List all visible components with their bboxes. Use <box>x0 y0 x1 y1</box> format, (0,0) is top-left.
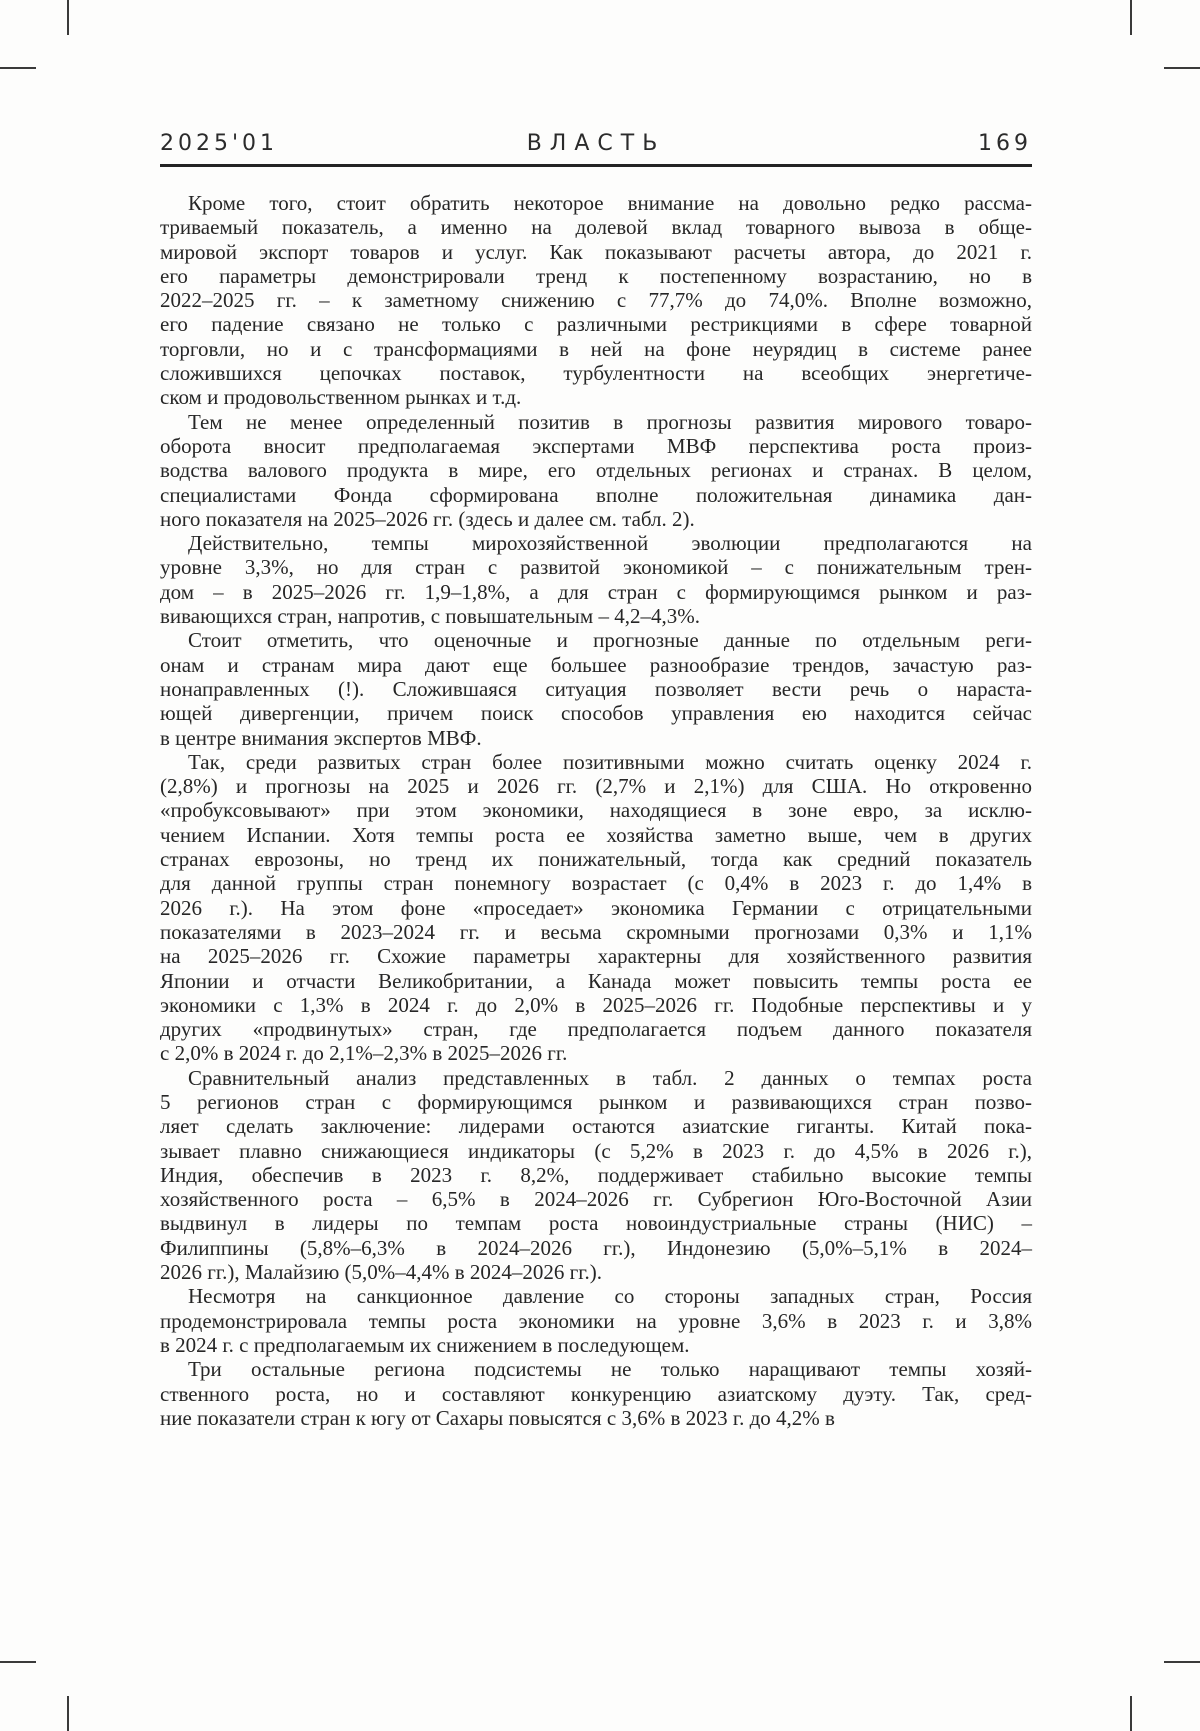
journal-title: ВЛАСТЬ <box>526 131 666 156</box>
issue-number: 2025'01 <box>160 131 279 156</box>
text-line: триваемый показатель, а именно на долевой вклад товарного вывоза в обще- <box>160 215 1032 240</box>
text-line: Три остальные региона подсистемы не только наращивают темпы хозяй- <box>188 1357 1032 1382</box>
text-line: (2,8%) и прогнозы на 2025 и 2026 гг. (2,7% и 2,1%) для США. Но откровенно <box>160 774 1032 799</box>
text-line: 2026 гг.), Малайзию (5,0%–4,4% в 2024–2026 гг.). <box>160 1260 603 1285</box>
text-line: Японии и отчасти Великобритании, а Канада может повысить темпы роста ее <box>160 968 1032 993</box>
paragraph <box>160 531 1032 628</box>
page-number: 169 <box>978 131 1032 156</box>
crop-mark-bottom-right-horizontal <box>1164 1661 1200 1663</box>
text-line: в центре внимания экспертов МВФ. <box>160 725 482 750</box>
text-line: ющей дивергенции, причем поиск способов управления ею находится сейчас <box>160 701 1032 726</box>
text-line: его падение связано не только с различными рестрикциями в сфере товарной <box>160 312 1032 337</box>
text-line: Действительно, темпы мирохозяйственной эволюции предполагаются на <box>188 531 1032 556</box>
text-line: ного показателя на 2025–2026 гг. (здесь и далее см. табл. 2). <box>160 506 695 531</box>
text-line: Тем не менее определенный позитив в прогнозы развития мирового товаро- <box>188 409 1032 434</box>
text-line: чением Испании. Хотя темпы роста ее хозяйства заметно выше, чем в других <box>160 822 1032 847</box>
text-line: продемонстрировала темпы роста экономики на уровне 3,6% в 2023 г. и 3,8% <box>160 1308 1032 1333</box>
text-line: Стоит отметить, что оценочные и прогнозные данные по отдельным реги- <box>188 628 1032 653</box>
text-line: оборота вносит предполагаемая экспертами МВФ перспектива роста произ- <box>160 433 1032 458</box>
text-line: зывает плавно снижающиеся индикаторы (с 5,2% в 2023 г. до 4,5% в 2026 г.), <box>160 1138 1032 1163</box>
paragraph <box>160 410 1032 531</box>
paragraph <box>160 191 1032 410</box>
text-line: уровне 3,3%, но для стран с развитой экономикой – с понижательным трен- <box>160 555 1032 580</box>
text-line: странах еврозоны, но тренд их понижательный, тогда как средний показатель <box>160 847 1032 872</box>
text-line: Индия, обеспечив в 2023 г. 8,2%, поддерживает стабильно высокие темпы <box>160 1162 1032 1187</box>
text-line: 5 регионов стран с формирующимся рынком и развивающихся стран позво- <box>160 1089 1032 1114</box>
running-head <box>160 131 1032 156</box>
text-line: Кроме того, стоит обратить некоторое внимание на довольно редко рассма- <box>188 191 1032 215</box>
text-line: 2026 г.). На этом фоне «проседает» экономика Германии с отрицательными <box>160 895 1032 920</box>
crop-mark-bottom-right-vertical <box>1130 1696 1132 1731</box>
text-line: его параметры демонстрировали тренд к постепенному возрастанию, но в <box>160 263 1032 288</box>
paragraph <box>160 1066 1032 1285</box>
text-line: с 2,0% в 2024 г. до 2,1%–2,3% в 2025–2026 гг. <box>160 1041 568 1066</box>
text-line: Несмотря на санкционное давление со стороны западных стран, Россия <box>188 1284 1032 1309</box>
text-line: водства валового продукта в мире, его отдельных регионах и странах. В целом, <box>160 458 1032 483</box>
text-line: Филиппины (5,8%–6,3% в 2024–2026 гг.), Индонезию (5,0%–5,1% в 2024– <box>160 1235 1032 1260</box>
crop-mark-top-left-vertical <box>67 0 69 35</box>
text-line: торговли, но и с трансформациями в ней на фоне неурядиц в системе ранее <box>160 336 1032 361</box>
article-body <box>160 191 1032 1430</box>
text-line: нонаправленных (!). Сложившаяся ситуация позволяет вести речь о нараста- <box>160 676 1032 701</box>
text-line: других «продвинутых» стран, где предполагается подъем данного показателя <box>160 1017 1032 1042</box>
text-line: на 2025–2026 гг. Схожие параметры характерны для хозяйственного развития <box>160 944 1032 969</box>
header-rule <box>160 164 1032 167</box>
text-line: ственного роста, но и составляют конкуренцию азиатскому дуэту. Так, сред- <box>160 1381 1032 1406</box>
text-line: показателями в 2023–2024 гг. и весьма скромными прогнозами 0,3% и 1,1% <box>160 919 1032 944</box>
text-line: «пробуксовывают» при этом экономики, находящиеся в зоне евро, за исклю- <box>160 798 1032 823</box>
crop-mark-top-left-horizontal <box>0 67 36 69</box>
paragraph <box>160 1357 1032 1430</box>
text-line: сложившихся цепочках поставок, турбулентности на всеобщих энергетиче- <box>160 361 1032 386</box>
text-line: 2022–2025 гг. – к заметному снижению с 77,7% до 74,0%. Вполне возможно, <box>160 288 1032 313</box>
crop-mark-bottom-left-horizontal <box>0 1661 36 1663</box>
text-line: Сравнительный анализ представленных в табл. 2 данных о темпах роста <box>188 1065 1032 1090</box>
text-line: экономики с 1,3% в 2024 г. до 2,0% в 2025–2026 гг. Подобные перспективы и у <box>160 992 1032 1017</box>
crop-mark-bottom-left-vertical <box>67 1696 69 1731</box>
text-line: Так, среди развитых стран более позитивными можно считать оценку 2024 г. <box>188 749 1032 774</box>
text-line: для данной группы стран понемногу возрастает (с 0,4% в 2023 г. до 1,4% в <box>160 871 1032 896</box>
text-line: ском и продовольственном рынках и т.д. <box>160 385 522 410</box>
paragraph <box>160 750 1032 1066</box>
crop-mark-top-right-horizontal <box>1164 67 1200 69</box>
crop-mark-top-right-vertical <box>1130 0 1132 35</box>
paragraph <box>160 1284 1032 1357</box>
text-line: выдвинул в лидеры по темпам роста новоиндустриальные страны (НИС) – <box>160 1211 1032 1236</box>
text-line: ние показатели стран к югу от Сахары повысятся с 3,6% в 2023 г. до 4,2% в <box>160 1405 835 1430</box>
text-line: вивающихся стран, напротив, с повышательным – 4,2–4,3%. <box>160 604 700 629</box>
text-line: мировой экспорт товаров и услуг. Как показывают расчеты автора, до 2021 г. <box>160 239 1032 264</box>
text-line: дом – в 2025–2026 гг. 1,9–1,8%, а для стран с формирующимся рынком и раз- <box>160 579 1032 604</box>
text-line: ляет сделать заключение: лидерами остаются азиатские гиганты. Китай пока- <box>160 1114 1032 1139</box>
text-line: хозяйственного роста – 6,5% в 2024–2026 гг. Субрегион Юго-Восточной Азии <box>160 1187 1032 1212</box>
text-line: онам и странам мира дают еще большее разнообразие трендов, зачастую раз- <box>160 652 1032 677</box>
text-line: специалистами Фонда сформирована вполне положительная динамика дан- <box>160 482 1032 507</box>
paragraph <box>160 628 1032 749</box>
text-line: в 2024 г. с предполагаемым их снижением в последующем. <box>160 1332 690 1357</box>
